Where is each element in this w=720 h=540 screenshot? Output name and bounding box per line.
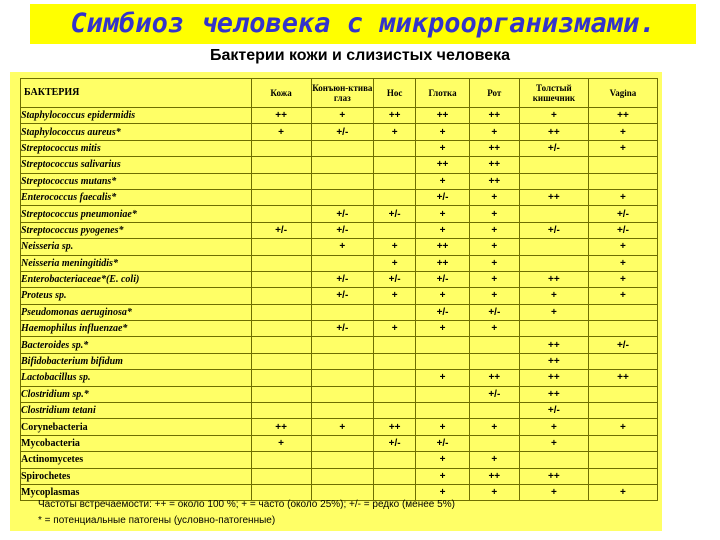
frequency-cell: ++: [519, 189, 588, 205]
frequency-cell: +: [469, 271, 519, 287]
table-row: [21, 206, 658, 222]
frequency-cell: +/-: [251, 222, 311, 238]
frequency-cell: [588, 468, 657, 484]
table-row: [21, 255, 658, 271]
frequency-cell: +/-: [588, 222, 657, 238]
legend-pathogens: * = потенциальные патогены (условно-патогенные): [38, 515, 276, 526]
frequency-cell: +/-: [311, 206, 373, 222]
frequency-cell: +: [374, 321, 416, 337]
frequency-cell: [311, 353, 373, 369]
table-row: [21, 140, 658, 156]
frequency-cell: [519, 255, 588, 271]
table-row: [21, 435, 658, 451]
frequency-cell: [374, 468, 416, 484]
frequency-cell: +: [588, 271, 657, 287]
frequency-cell: +/-: [519, 222, 588, 238]
column-header-bacteria: БАКТЕРИЯ: [21, 79, 252, 108]
frequency-cell: +: [588, 484, 657, 500]
table-row: [21, 157, 658, 173]
frequency-cell: +/-: [416, 304, 469, 320]
frequency-cell: +: [588, 255, 657, 271]
bacteria-name: Proteus sp.: [21, 288, 252, 304]
frequency-cell: [251, 288, 311, 304]
frequency-cell: +: [519, 419, 588, 435]
frequency-cell: +: [469, 189, 519, 205]
table-row: [21, 353, 658, 369]
frequency-cell: ++: [416, 255, 469, 271]
frequency-cell: [311, 468, 373, 484]
frequency-cell: +/-: [469, 386, 519, 402]
bacteria-name: Staphylococcus epidermidis: [21, 108, 252, 124]
frequency-cell: +/-: [588, 337, 657, 353]
frequency-cell: +/-: [519, 140, 588, 156]
frequency-cell: [519, 239, 588, 255]
frequency-cell: [251, 403, 311, 419]
frequency-cell: +/-: [311, 222, 373, 238]
frequency-cell: +: [311, 239, 373, 255]
frequency-cell: +: [588, 239, 657, 255]
frequency-cell: ++: [416, 157, 469, 173]
bacteria-name: Streptococcus mitis: [21, 140, 252, 156]
frequency-cell: +: [588, 124, 657, 140]
frequency-cell: [374, 140, 416, 156]
frequency-cell: ++: [469, 157, 519, 173]
frequency-cell: [374, 189, 416, 205]
bacteria-name: Streptococcus pyogenes*: [21, 222, 252, 238]
frequency-cell: +/-: [374, 435, 416, 451]
table-row: [21, 419, 658, 435]
bacteria-name: Mycobacteria: [21, 435, 252, 451]
frequency-cell: +/-: [374, 271, 416, 287]
frequency-cell: [469, 435, 519, 451]
frequency-cell: [588, 353, 657, 369]
frequency-cell: +: [519, 484, 588, 500]
table-sheet: [10, 72, 662, 531]
frequency-cell: [374, 173, 416, 189]
bacteria-name: Pseudomonas aeruginosa*: [21, 304, 252, 320]
frequency-cell: [374, 452, 416, 468]
frequency-cell: ++: [251, 108, 311, 124]
frequency-cell: +: [416, 140, 469, 156]
frequency-cell: ++: [416, 239, 469, 255]
frequency-cell: [469, 353, 519, 369]
frequency-cell: +: [374, 288, 416, 304]
frequency-cell: ++: [251, 419, 311, 435]
frequency-cell: [588, 403, 657, 419]
frequency-cell: [416, 337, 469, 353]
bacteria-name: Actinomycetes: [21, 452, 252, 468]
frequency-cell: +: [416, 419, 469, 435]
frequency-cell: [519, 206, 588, 222]
frequency-cell: [251, 370, 311, 386]
frequency-cell: [311, 403, 373, 419]
frequency-cell: [588, 321, 657, 337]
frequency-cell: [588, 173, 657, 189]
frequency-cell: [251, 239, 311, 255]
frequency-cell: ++: [588, 370, 657, 386]
table-row: [21, 386, 658, 402]
table-row: [21, 468, 658, 484]
frequency-cell: ++: [469, 173, 519, 189]
frequency-cell: +/-: [588, 206, 657, 222]
frequency-cell: [251, 206, 311, 222]
frequency-cell: [311, 435, 373, 451]
frequency-cell: [311, 157, 373, 173]
column-header-colon: Толстый кишечник: [519, 79, 588, 108]
frequency-cell: +: [588, 419, 657, 435]
table-row: [21, 337, 658, 353]
bacteria-name: Spirochetes: [21, 468, 252, 484]
frequency-cell: [519, 452, 588, 468]
table-row: [21, 370, 658, 386]
table-row: [21, 452, 658, 468]
frequency-cell: [311, 173, 373, 189]
frequency-cell: +/-: [311, 271, 373, 287]
frequency-cell: [311, 304, 373, 320]
frequency-cell: +/-: [374, 206, 416, 222]
frequency-cell: +: [469, 419, 519, 435]
frequency-cell: [416, 386, 469, 402]
frequency-cell: ++: [469, 140, 519, 156]
frequency-cell: +: [519, 304, 588, 320]
frequency-cell: [588, 304, 657, 320]
bacteria-table: [20, 78, 658, 501]
page-title: Симбиоз человека с микроорганизмами.: [30, 4, 696, 44]
frequency-cell: [311, 337, 373, 353]
frequency-cell: +: [416, 468, 469, 484]
frequency-cell: [469, 403, 519, 419]
frequency-cell: +: [519, 435, 588, 451]
bacteria-name: Streptococcus salivarius: [21, 157, 252, 173]
column-header-pharynx: Глотка: [416, 79, 469, 108]
frequency-cell: +: [469, 222, 519, 238]
bacteria-name: Neisseria sp.: [21, 239, 252, 255]
frequency-cell: ++: [519, 386, 588, 402]
frequency-cell: [416, 403, 469, 419]
frequency-cell: [251, 255, 311, 271]
frequency-cell: [374, 304, 416, 320]
frequency-cell: ++: [519, 271, 588, 287]
legend: [38, 497, 455, 529]
frequency-cell: [251, 304, 311, 320]
bacteria-name: Enterobacteriaceae*(E. coli): [21, 271, 252, 287]
frequency-cell: ++: [519, 468, 588, 484]
frequency-cell: [251, 321, 311, 337]
frequency-cell: +/-: [519, 403, 588, 419]
frequency-cell: +: [251, 435, 311, 451]
table-row: [21, 124, 658, 140]
column-header-mouth: Рот: [469, 79, 519, 108]
table-row: [21, 222, 658, 238]
frequency-cell: ++: [469, 468, 519, 484]
frequency-cell: +: [519, 108, 588, 124]
table-row: [21, 304, 658, 320]
frequency-cell: +: [588, 140, 657, 156]
frequency-cell: [416, 353, 469, 369]
frequency-cell: +: [416, 288, 469, 304]
frequency-cell: +: [416, 222, 469, 238]
frequency-cell: [588, 386, 657, 402]
frequency-cell: ++: [519, 337, 588, 353]
frequency-cell: ++: [469, 370, 519, 386]
frequency-cell: +/-: [311, 321, 373, 337]
frequency-cell: [374, 386, 416, 402]
frequency-cell: +: [416, 321, 469, 337]
frequency-cell: [251, 452, 311, 468]
frequency-cell: [311, 140, 373, 156]
frequency-cell: [251, 337, 311, 353]
table-row: [21, 189, 658, 205]
column-header-skin: Кожа: [251, 79, 311, 108]
frequency-cell: ++: [519, 124, 588, 140]
frequency-cell: +: [588, 288, 657, 304]
frequency-cell: [251, 140, 311, 156]
frequency-cell: +: [416, 484, 469, 500]
bacteria-name: Streptococcus mutans*: [21, 173, 252, 189]
frequency-cell: [251, 468, 311, 484]
table-row: [21, 239, 658, 255]
frequency-cell: [374, 157, 416, 173]
frequency-cell: +: [374, 255, 416, 271]
column-header-nose: Нос: [374, 79, 416, 108]
frequency-cell: [588, 157, 657, 173]
frequency-cell: [251, 189, 311, 205]
frequency-cell: [251, 157, 311, 173]
frequency-cell: [374, 337, 416, 353]
table-row: [21, 271, 658, 287]
frequency-cell: ++: [588, 108, 657, 124]
table-row: [21, 288, 658, 304]
bacteria-name: Clostridium sp.*: [21, 386, 252, 402]
table-row: [21, 173, 658, 189]
table-row: [21, 321, 658, 337]
frequency-cell: [251, 173, 311, 189]
frequency-cell: [374, 403, 416, 419]
frequency-cell: +/-: [416, 189, 469, 205]
frequency-cell: [519, 157, 588, 173]
frequency-cell: [311, 189, 373, 205]
frequency-cell: ++: [519, 370, 588, 386]
frequency-cell: +/-: [311, 288, 373, 304]
frequency-cell: +: [374, 124, 416, 140]
frequency-cell: +: [469, 124, 519, 140]
frequency-cell: [519, 321, 588, 337]
frequency-cell: +: [588, 189, 657, 205]
frequency-cell: ++: [519, 353, 588, 369]
page-subtitle: Бактерии кожи и слизистых человека: [209, 47, 511, 64]
bacteria-name: Bacteroides sp.*: [21, 337, 252, 353]
bacteria-name: Bifidobacterium bifidum: [21, 353, 252, 369]
frequency-cell: ++: [469, 108, 519, 124]
frequency-cell: +: [416, 124, 469, 140]
frequency-cell: +: [469, 239, 519, 255]
frequency-cell: [311, 255, 373, 271]
frequency-cell: [311, 452, 373, 468]
frequency-cell: [311, 370, 373, 386]
frequency-cell: +: [469, 452, 519, 468]
frequency-cell: +: [416, 173, 469, 189]
column-header-conjunctiva: Конъюн-ктива глаз: [311, 79, 373, 108]
frequency-cell: [374, 353, 416, 369]
bacteria-name: Mycoplasmas: [21, 484, 252, 500]
column-header-vagina: Vagina: [588, 79, 657, 108]
bacteria-name: Corynebacteria: [21, 419, 252, 435]
bacteria-name: Staphylococcus aureus*: [21, 124, 252, 140]
frequency-cell: [374, 222, 416, 238]
bacteria-name: Enterococcus faecalis*: [21, 189, 252, 205]
frequency-cell: ++: [416, 108, 469, 124]
frequency-cell: +: [416, 206, 469, 222]
frequency-cell: +/-: [469, 304, 519, 320]
frequency-cell: +: [251, 124, 311, 140]
frequency-cell: +: [519, 288, 588, 304]
frequency-cell: [251, 353, 311, 369]
frequency-cell: [519, 173, 588, 189]
frequency-cell: +: [469, 255, 519, 271]
bacteria-name: Streptococcus pneumoniae*: [21, 206, 252, 222]
frequency-cell: [251, 386, 311, 402]
frequency-cell: ++: [374, 419, 416, 435]
table-body: [21, 108, 658, 501]
frequency-cell: [588, 435, 657, 451]
frequency-cell: ++: [374, 108, 416, 124]
frequency-cell: +: [311, 419, 373, 435]
frequency-cell: +: [311, 108, 373, 124]
table-header-row: [21, 79, 658, 108]
frequency-cell: +/-: [311, 124, 373, 140]
bacteria-name: Haemophilus influenzae*: [21, 321, 252, 337]
bacteria-name: Lactobacillus sp.: [21, 370, 252, 386]
frequency-cell: +: [469, 288, 519, 304]
bacteria-name: Neisseria meningitidis*: [21, 255, 252, 271]
frequency-cell: +: [469, 321, 519, 337]
frequency-cell: [251, 271, 311, 287]
frequency-cell: +: [416, 370, 469, 386]
frequency-cell: +/-: [416, 271, 469, 287]
frequency-cell: +/-: [416, 435, 469, 451]
frequency-cell: +: [416, 452, 469, 468]
frequency-cell: [374, 370, 416, 386]
frequency-cell: [311, 386, 373, 402]
legend-frequency: Частоты встречаемости: ++ = около 100 %; + = часто (около 25%); +/- = редко (менее 5%): [38, 499, 455, 510]
bacteria-name: Clostridium tetani: [21, 403, 252, 419]
table-row: [21, 403, 658, 419]
frequency-cell: +: [469, 206, 519, 222]
table-row: [21, 108, 658, 124]
frequency-cell: +: [469, 484, 519, 500]
frequency-cell: [588, 452, 657, 468]
frequency-cell: +: [374, 239, 416, 255]
frequency-cell: [469, 337, 519, 353]
